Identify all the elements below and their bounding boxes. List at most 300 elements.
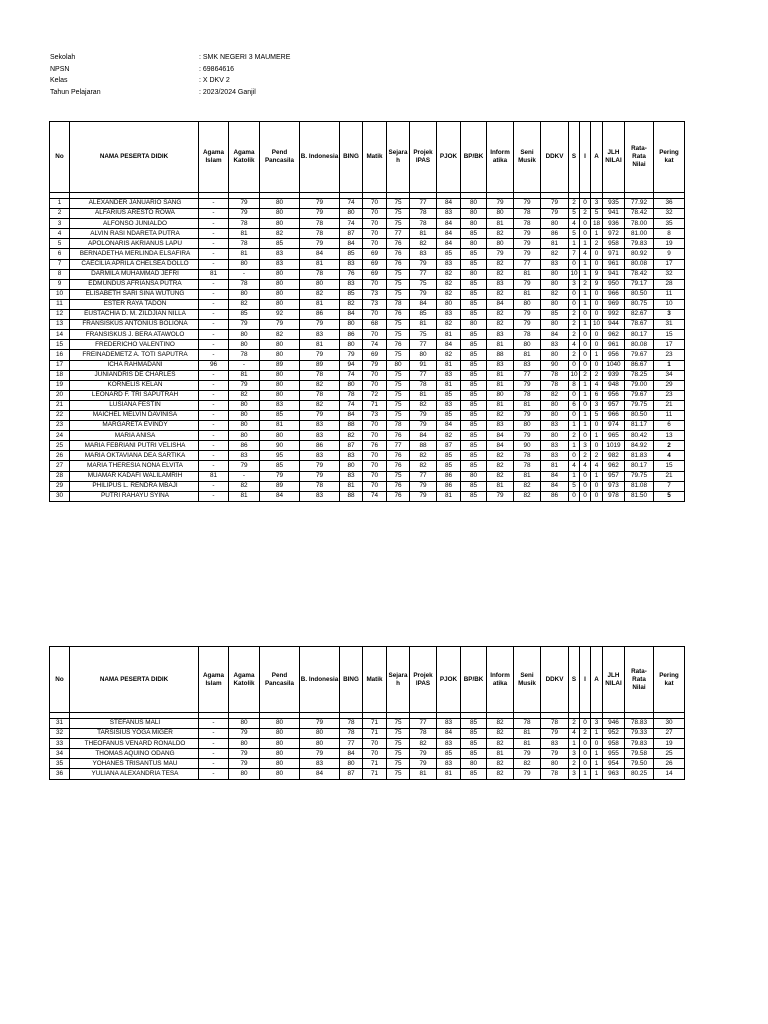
table-row <box>50 410 685 420</box>
col-pend-pancasila-cell: 83 <box>260 400 300 410</box>
col-pjok-cell: 85 <box>437 249 461 259</box>
col-seni-musik-cell: 79 <box>514 749 541 759</box>
col-rata-rata-cell: 79.00 <box>625 380 654 390</box>
col-ddkv-cell: 86 <box>541 229 569 239</box>
col-peringkat-cell: 9 <box>654 249 685 259</box>
col-agama-islam-cell: - <box>199 380 229 390</box>
col-projek-ipas-header: Projek IPAS <box>410 122 437 193</box>
table-row <box>50 431 685 441</box>
col-s-header: S <box>569 122 580 193</box>
col-pend-pancasila-cell: 79 <box>260 320 300 330</box>
col-name-cell: ESTER RAYA TADON <box>70 299 199 309</box>
col-no-cell: 18 <box>50 370 70 380</box>
col-s-cell: 2 <box>569 431 580 441</box>
col-b-indonesia-cell: 86 <box>300 441 340 451</box>
table-row <box>50 279 685 289</box>
col-bing-cell: 76 <box>340 269 363 279</box>
col-pjok-cell: 85 <box>437 461 461 471</box>
col-bing-cell: 74 <box>340 199 363 209</box>
col-agama-katolik-cell: 80 <box>229 421 260 431</box>
col-s-cell: 3 <box>569 279 580 289</box>
col-projek-ipas-cell: 81 <box>410 229 437 239</box>
col-agama-katolik-cell: 78 <box>229 350 260 360</box>
col-a-cell: 3 <box>591 199 603 209</box>
col-bpbk-cell: 80 <box>461 239 487 249</box>
col-rata-rata-cell: 79.75 <box>625 400 654 410</box>
col-agama-katolik-cell: 83 <box>229 451 260 461</box>
col-bpbk-cell: 85 <box>461 729 487 739</box>
col-jlh-nilai-cell: 958 <box>603 739 625 749</box>
col-a-cell: 1 <box>591 229 603 239</box>
col-a-cell: 3 <box>591 719 603 729</box>
col-b-indonesia-cell: 78 <box>300 219 340 229</box>
col-projek-ipas-cell: 82 <box>410 451 437 461</box>
col-bing-cell: 78 <box>340 729 363 739</box>
col-peringkat-cell: 6 <box>654 421 685 431</box>
col-a-cell: 9 <box>591 279 603 289</box>
col-bpbk-cell: 85 <box>461 451 487 461</box>
col-informatika-cell: 82 <box>487 310 514 320</box>
col-b-indonesia-cell: 83 <box>300 421 340 431</box>
col-pjok-cell: 83 <box>437 310 461 320</box>
col-pend-pancasila-cell: 92 <box>260 310 300 320</box>
col-bing-cell: 74 <box>340 370 363 380</box>
info-value: : 2023/2024 Ganjil <box>199 88 256 96</box>
col-pjok-cell: 84 <box>437 421 461 431</box>
col-no-cell: 20 <box>50 390 70 400</box>
col-no-cell: 28 <box>50 471 70 481</box>
col-projek-ipas-cell: 82 <box>410 239 437 249</box>
col-agama-islam-cell: - <box>199 719 229 729</box>
col-name-cell: EUSTACHIA D. M. ZILDJIAN NILLA <box>70 310 199 320</box>
col-peringkat-cell: 25 <box>654 749 685 759</box>
col-s-cell: 5 <box>569 209 580 219</box>
col-no-cell: 33 <box>50 739 70 749</box>
col-i-cell: 0 <box>580 749 591 759</box>
col-no-cell: 5 <box>50 239 70 249</box>
col-i-cell: 3 <box>580 441 591 451</box>
col-s-cell: 1 <box>569 239 580 249</box>
col-peringkat-cell: 19 <box>654 239 685 249</box>
info-label: NPSN <box>50 65 70 73</box>
table-row <box>50 219 685 229</box>
col-sejarah-cell: 75 <box>387 749 410 759</box>
col-agama-katolik-cell: 81 <box>229 491 260 501</box>
col-name-cell: MUAMAR KADAFI WALILAMRIH <box>70 471 199 481</box>
col-sejarah-cell: 75 <box>387 370 410 380</box>
col-agama-katolik-cell: 80 <box>229 340 260 350</box>
col-seni-musik-cell: 83 <box>514 360 541 370</box>
col-sejarah-cell: 75 <box>387 759 410 769</box>
col-informatika-cell: 82 <box>487 289 514 299</box>
col-a-cell: 0 <box>591 739 603 749</box>
col-projek-ipas-cell: 83 <box>410 249 437 259</box>
table-row <box>50 749 685 759</box>
col-pjok-cell: 84 <box>437 219 461 229</box>
col-b-indonesia-cell: 89 <box>300 360 340 370</box>
col-no-cell: 4 <box>50 229 70 239</box>
col-bpbk-cell: 85 <box>461 739 487 749</box>
col-ddkv-cell: 90 <box>541 360 569 370</box>
col-agama-islam-cell: - <box>199 390 229 400</box>
col-agama-islam-cell: - <box>199 759 229 769</box>
col-name-cell: APOLONARIS AKRIANUS LAPU <box>70 239 199 249</box>
col-ddkv-cell: 83 <box>541 259 569 269</box>
col-peringkat-cell: 11 <box>654 289 685 299</box>
col-rata-rata-cell: 79.83 <box>625 739 654 749</box>
col-i-cell: 0 <box>580 360 591 370</box>
col-informatika-cell: 82 <box>487 769 514 779</box>
col-bing-cell: 87 <box>340 441 363 451</box>
col-b-indonesia-cell: 79 <box>300 350 340 360</box>
col-rata-rata-cell: 81.17 <box>625 421 654 431</box>
col-matik-cell: 74 <box>363 340 387 350</box>
col-seni-musik-cell: 79 <box>514 410 541 420</box>
col-bing-cell: 80 <box>340 340 363 350</box>
col-rata-rata-cell: 80.08 <box>625 340 654 350</box>
col-b-indonesia-cell: 78 <box>300 481 340 491</box>
col-matik-cell: 70 <box>363 451 387 461</box>
col-name-cell: ALEXANDER JANUARIO SANG <box>70 199 199 209</box>
col-projek-ipas-cell: 78 <box>410 209 437 219</box>
col-matik-cell: 70 <box>363 461 387 471</box>
col-a-cell: 2 <box>591 451 603 461</box>
col-seni-musik-cell: 79 <box>514 380 541 390</box>
col-rata-rata-cell: 78.42 <box>625 209 654 219</box>
col-seni-musik-cell: 80 <box>514 421 541 431</box>
col-projek-ipas-cell: 79 <box>410 749 437 759</box>
col-seni-musik-header: Seni Musik <box>514 647 541 713</box>
col-seni-musik-cell: 81 <box>514 729 541 739</box>
col-jlh-nilai-cell: 944 <box>603 320 625 330</box>
col-sejarah-cell: 75 <box>387 380 410 390</box>
col-b-indonesia-cell: 80 <box>300 279 340 289</box>
col-bpbk-cell: 85 <box>461 259 487 269</box>
col-name-cell: BERNADETHA MERLINDA ELSAFIRA <box>70 249 199 259</box>
col-s-cell: 6 <box>569 400 580 410</box>
col-b-indonesia-cell: 82 <box>300 380 340 390</box>
col-ddkv-cell: 83 <box>541 739 569 749</box>
col-i-cell: 0 <box>580 400 591 410</box>
col-name-cell: MARIA OKTAVIANA DEA SARTIKA <box>70 451 199 461</box>
col-agama-katolik-cell: 79 <box>229 729 260 739</box>
col-b-indonesia-cell: 78 <box>300 370 340 380</box>
col-pjok-cell: 83 <box>437 719 461 729</box>
col-peringkat-cell: 32 <box>654 269 685 279</box>
col-seni-musik-cell: 81 <box>514 269 541 279</box>
col-bpbk-cell: 85 <box>461 719 487 729</box>
col-a-cell: 0 <box>591 259 603 269</box>
col-i-header: I <box>580 647 591 713</box>
col-sejarah-cell: 75 <box>387 350 410 360</box>
col-b-indonesia-cell: 80 <box>300 729 340 739</box>
col-ddkv-cell: 80 <box>541 279 569 289</box>
col-agama-islam-cell: - <box>199 441 229 451</box>
col-peringkat-cell: 21 <box>654 400 685 410</box>
col-bpbk-cell: 80 <box>461 199 487 209</box>
col-name-cell: FREINADEMETZ A. TOTI SAPUTRA <box>70 350 199 360</box>
col-no-cell: 31 <box>50 719 70 729</box>
col-sejarah-cell: 75 <box>387 209 410 219</box>
col-matik-cell: 71 <box>363 719 387 729</box>
col-informatika-header: Inform atika <box>487 122 514 193</box>
table-row <box>50 451 685 461</box>
col-bpbk-cell: 85 <box>461 360 487 370</box>
col-a-header: A <box>591 647 603 713</box>
col-agama-islam-cell: - <box>199 431 229 441</box>
col-seni-musik-cell: 81 <box>514 400 541 410</box>
col-peringkat-cell: 32 <box>654 209 685 219</box>
col-a-cell: 1 <box>591 350 603 360</box>
col-sejarah-cell: 75 <box>387 769 410 779</box>
col-s-cell: 2 <box>569 310 580 320</box>
col-matik-cell: 76 <box>363 441 387 451</box>
col-seni-musik-cell: 79 <box>514 229 541 239</box>
col-agama-katolik-cell: 79 <box>229 380 260 390</box>
col-pjok-cell: 83 <box>437 739 461 749</box>
col-a-cell: 5 <box>591 410 603 420</box>
info-label: Sekolah <box>50 54 76 61</box>
col-ddkv-cell: 78 <box>541 370 569 380</box>
col-pjok-cell: 85 <box>437 410 461 420</box>
col-seni-musik-cell: 78 <box>514 390 541 400</box>
col-ddkv-cell: 83 <box>541 451 569 461</box>
col-no-cell: 2 <box>50 209 70 219</box>
col-jlh-nilai-cell: 982 <box>603 451 625 461</box>
info-value: : SMK NEGERI 3 MAUMERE <box>199 54 291 61</box>
col-informatika-cell: 82 <box>487 719 514 729</box>
col-s-cell: 0 <box>569 451 580 461</box>
col-bing-cell: 87 <box>340 229 363 239</box>
col-bpbk-cell: 80 <box>461 320 487 330</box>
table-row <box>50 209 685 219</box>
col-matik-cell: 79 <box>363 360 387 370</box>
col-rata-rata-cell: 78.67 <box>625 320 654 330</box>
col-informatika-cell: 81 <box>487 749 514 759</box>
col-no-cell: 3 <box>50 219 70 229</box>
col-bing-cell: 79 <box>340 350 363 360</box>
info-value: : X DKV 2 <box>199 77 230 85</box>
col-i-cell: 0 <box>580 310 591 320</box>
col-a-cell: 1 <box>591 759 603 769</box>
col-projek-ipas-cell: 78 <box>410 729 437 739</box>
col-matik-cell: 70 <box>363 310 387 320</box>
col-jlh-nilai-cell: 954 <box>603 759 625 769</box>
col-bing-cell: 80 <box>340 320 363 330</box>
col-no-cell: 12 <box>50 310 70 320</box>
col-matik-cell: 70 <box>363 431 387 441</box>
col-peringkat-cell: 23 <box>654 350 685 360</box>
col-pend-pancasila-cell: 80 <box>260 199 300 209</box>
col-s-cell: 5 <box>569 481 580 491</box>
col-pend-pancasila-cell: 80 <box>260 749 300 759</box>
table-row <box>50 380 685 390</box>
col-rata-rata-cell: 79.67 <box>625 350 654 360</box>
col-informatika-cell: 82 <box>487 410 514 420</box>
col-agama-katolik-cell: 80 <box>229 739 260 749</box>
col-a-cell: 6 <box>591 390 603 400</box>
table-row <box>50 289 685 299</box>
col-no-cell: 36 <box>50 769 70 779</box>
col-peringkat-cell: 17 <box>654 340 685 350</box>
col-pend-pancasila-cell: 80 <box>260 350 300 360</box>
col-b-indonesia-cell: 79 <box>300 461 340 471</box>
col-ddkv-cell: 83 <box>541 340 569 350</box>
col-seni-musik-cell: 77 <box>514 370 541 380</box>
col-jlh-nilai-cell: 956 <box>603 350 625 360</box>
col-jlh-nilai-cell: 972 <box>603 229 625 239</box>
col-name-cell: PUTRI RAHAYU SYINA <box>70 491 199 501</box>
col-bpbk-cell: 85 <box>461 350 487 360</box>
col-rata-rata-cell: 80.50 <box>625 289 654 299</box>
col-i-cell: 4 <box>580 461 591 471</box>
table-row <box>50 759 685 769</box>
col-bing-cell: 83 <box>340 451 363 461</box>
col-seni-musik-cell: 78 <box>514 719 541 729</box>
col-sejarah-cell: 75 <box>387 320 410 330</box>
col-pjok-cell: 86 <box>437 471 461 481</box>
col-seni-musik-cell: 81 <box>514 350 541 360</box>
col-b-indonesia-header: B. Indonesia <box>300 122 340 193</box>
col-agama-islam-cell: - <box>199 350 229 360</box>
col-name-cell: ICHA RAHMADANI <box>70 360 199 370</box>
col-ddkv-cell: 85 <box>541 310 569 320</box>
col-ddkv-cell: 84 <box>541 330 569 340</box>
col-sejarah-cell: 75 <box>387 739 410 749</box>
col-b-indonesia-cell: 82 <box>300 400 340 410</box>
col-pend-pancasila-cell: 80 <box>260 739 300 749</box>
col-a-cell: 2 <box>591 239 603 249</box>
col-i-cell: 2 <box>580 279 591 289</box>
col-i-cell: 2 <box>580 729 591 739</box>
col-sejarah-cell: 76 <box>387 491 410 501</box>
col-b-indonesia-cell: 78 <box>300 269 340 279</box>
col-jlh-nilai-cell: 965 <box>603 431 625 441</box>
col-bing-cell: 74 <box>340 400 363 410</box>
col-a-cell: 0 <box>591 330 603 340</box>
col-agama-islam-cell: 96 <box>199 360 229 370</box>
col-b-indonesia-cell: 82 <box>300 289 340 299</box>
col-sejarah-cell: 75 <box>387 199 410 209</box>
info-value: : 69864616 <box>199 65 235 73</box>
col-bing-cell: 94 <box>340 360 363 370</box>
col-bpbk-cell: 85 <box>461 431 487 441</box>
col-ddkv-cell: 80 <box>541 410 569 420</box>
table-row <box>50 229 685 239</box>
col-bing-cell: 80 <box>340 209 363 219</box>
col-i-cell: 1 <box>580 390 591 400</box>
col-jlh-nilai-cell: 963 <box>603 769 625 779</box>
col-ddkv-cell: 81 <box>541 461 569 471</box>
col-seni-musik-cell: 82 <box>514 481 541 491</box>
col-s-header: S <box>569 647 580 713</box>
col-no-cell: 13 <box>50 320 70 330</box>
col-s-cell: 2 <box>569 330 580 340</box>
col-i-cell: 1 <box>580 289 591 299</box>
table-row <box>50 320 685 330</box>
col-no-cell: 35 <box>50 759 70 769</box>
table-row <box>50 729 685 739</box>
col-peringkat-cell: 15 <box>654 330 685 340</box>
col-ddkv-cell: 82 <box>541 289 569 299</box>
col-i-cell: 0 <box>580 350 591 360</box>
col-jlh-nilai-cell: 950 <box>603 279 625 289</box>
col-jlh-nilai-cell: 955 <box>603 749 625 759</box>
col-rata-rata-cell: 81.00 <box>625 229 654 239</box>
col-a-cell: 9 <box>591 269 603 279</box>
col-i-cell: 1 <box>580 380 591 390</box>
col-sejarah-cell: 76 <box>387 340 410 350</box>
col-seni-musik-cell: 78 <box>514 219 541 229</box>
col-jlh-nilai-header: JLH NILAI <box>603 122 625 193</box>
col-peringkat-cell: 19 <box>654 739 685 749</box>
info-row <box>50 75 290 87</box>
col-rata-rata-header: Rata-Rata Nilai <box>625 647 654 713</box>
col-no-cell: 21 <box>50 400 70 410</box>
col-no-cell: 34 <box>50 749 70 759</box>
col-jlh-nilai-header: JLH NILAI <box>603 647 625 713</box>
col-a-cell: 0 <box>591 299 603 309</box>
col-i-cell: 0 <box>580 431 591 441</box>
table-row <box>50 299 685 309</box>
col-sejarah-cell: 78 <box>387 421 410 431</box>
col-b-indonesia-cell: 79 <box>300 749 340 759</box>
col-pend-pancasila-cell: 82 <box>260 330 300 340</box>
col-agama-islam-cell: - <box>199 279 229 289</box>
col-jlh-nilai-cell: 973 <box>603 481 625 491</box>
table-row <box>50 239 685 249</box>
col-sejarah-cell: 76 <box>387 451 410 461</box>
col-pjok-cell: 81 <box>437 491 461 501</box>
col-pjok-cell: 87 <box>437 441 461 451</box>
col-pend-pancasila-cell: 95 <box>260 451 300 461</box>
col-ddkv-cell: 83 <box>541 441 569 451</box>
col-ddkv-cell: 82 <box>541 249 569 259</box>
col-matik-cell: 70 <box>363 481 387 491</box>
col-pjok-cell: 81 <box>437 769 461 779</box>
col-agama-katolik-cell: - <box>229 269 260 279</box>
col-b-indonesia-cell: 81 <box>300 299 340 309</box>
col-jlh-nilai-cell: 961 <box>603 340 625 350</box>
col-pjok-cell: 84 <box>437 199 461 209</box>
col-pjok-cell: 82 <box>437 431 461 441</box>
col-name-cell: ALFARIUS ARESTO ROWA <box>70 209 199 219</box>
col-agama-katolik-cell: 80 <box>229 289 260 299</box>
col-a-cell: 0 <box>591 360 603 370</box>
col-i-cell: 1 <box>580 410 591 420</box>
col-agama-islam-cell: - <box>199 461 229 471</box>
col-projek-ipas-cell: 78 <box>410 219 437 229</box>
col-peringkat-cell: 1 <box>654 360 685 370</box>
col-rata-rata-cell: 84.92 <box>625 441 654 451</box>
col-ddkv-cell: 80 <box>541 299 569 309</box>
col-agama-islam-cell: 81 <box>199 269 229 279</box>
col-no-cell: 32 <box>50 729 70 739</box>
col-informatika-cell: 80 <box>487 390 514 400</box>
col-jlh-nilai-cell: 941 <box>603 269 625 279</box>
col-agama-islam-cell: - <box>199 370 229 380</box>
col-name-cell: YOHANES TRISANTUS MAU <box>70 759 199 769</box>
col-rata-rata-cell: 82.67 <box>625 310 654 320</box>
col-bing-cell: 84 <box>340 239 363 249</box>
col-s-cell: 5 <box>569 229 580 239</box>
col-pjok-cell: 84 <box>437 229 461 239</box>
col-pend-pancasila-cell: 80 <box>260 390 300 400</box>
col-sejarah-cell: 76 <box>387 481 410 491</box>
col-agama-islam-cell: - <box>199 219 229 229</box>
col-name-cell: MARIA ANISA <box>70 431 199 441</box>
col-i-cell: 0 <box>580 491 591 501</box>
